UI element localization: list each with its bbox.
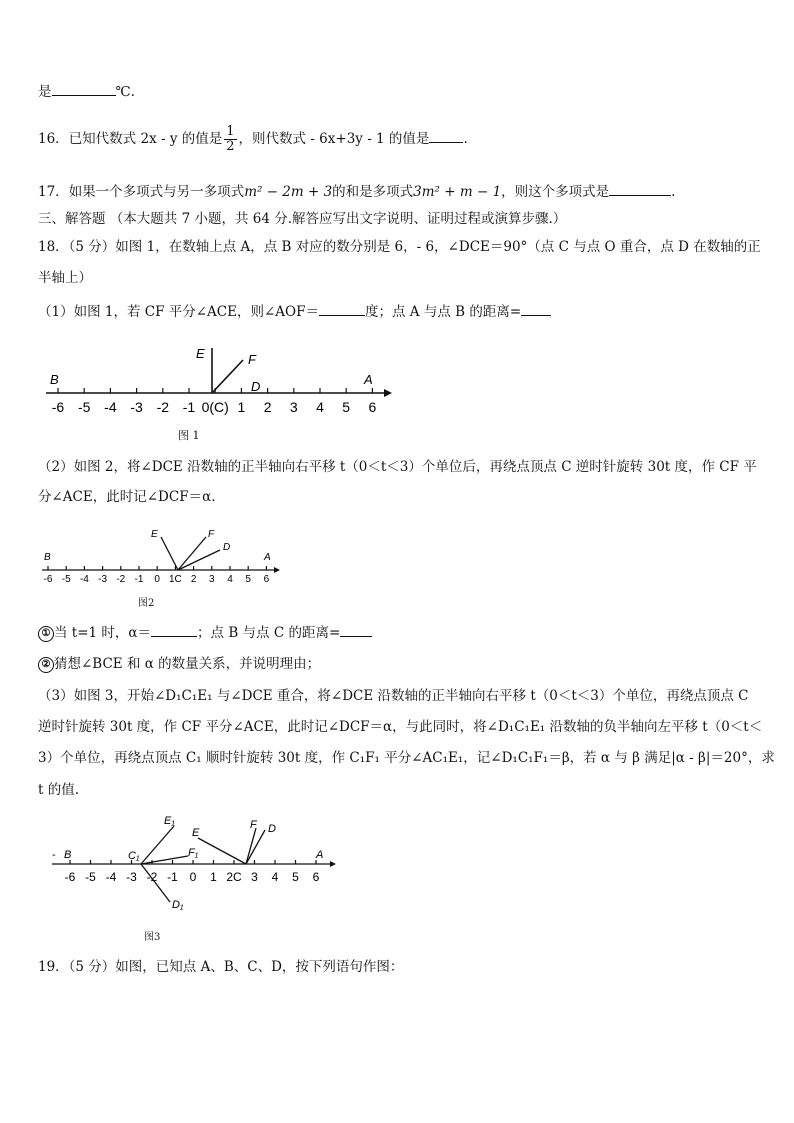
tick-label: 6 <box>368 399 377 415</box>
ray-cd <box>246 830 265 864</box>
fraction-numerator: 1 <box>226 124 235 139</box>
answer-blank[interactable] <box>340 623 372 637</box>
q18-line2: 半轴上） <box>38 270 92 286</box>
axis-arrow <box>384 389 392 397</box>
tick-label: 1 <box>210 870 217 884</box>
ray-cf <box>246 828 256 864</box>
q15-suffix: ℃. <box>115 84 135 100</box>
label-d1: D₁ <box>172 899 184 911</box>
q16-text-2: ，则代数式 - 6x+3y - 1 的值是 <box>238 131 430 147</box>
section-heading: 三、解答题 （本大题共 7 小题，共 64 分.解答应写出文字说明、证明过程或演算步骤.） <box>38 211 567 227</box>
part1-text: （1）如图 1，若 CF 平分∠ACE，则∠AOF＝ <box>38 304 319 320</box>
ray-ce <box>161 537 178 570</box>
tick-label: 2C <box>226 870 242 884</box>
answer-blank[interactable] <box>521 302 551 316</box>
fraction-denominator: 2 <box>226 139 235 154</box>
tick-label: 0 <box>154 574 160 584</box>
circled-number-1: ① <box>38 626 54 642</box>
label-a: A <box>264 552 271 563</box>
answer-blank[interactable] <box>319 302 365 316</box>
tick-label: -2 <box>116 574 126 584</box>
tick-label: 4 <box>227 574 233 584</box>
question-17 <box>38 182 756 201</box>
q17-text-2: 的和是多项式 <box>332 184 414 200</box>
figure-3-number-line <box>52 812 352 920</box>
tick-label: -5 <box>85 870 96 884</box>
tick-label: -5 <box>77 399 91 415</box>
tick-label: 0(C) <box>201 399 229 415</box>
tick-label: 3 <box>289 399 298 415</box>
tick-label: -2 <box>146 870 158 884</box>
label-d: D <box>223 542 231 553</box>
circled-number-2: ② <box>38 657 54 673</box>
label-d: D <box>268 823 276 835</box>
tick-label: -1 <box>182 399 196 415</box>
q18-part3-line4: t 的值. <box>38 782 80 798</box>
q15-tail <box>38 82 756 101</box>
tick-label: 3 <box>251 870 258 884</box>
tick-label: -6 <box>51 399 65 415</box>
polynomial-2: 3m² + m − 1 <box>413 184 502 200</box>
q17-end: . <box>671 184 676 200</box>
figure-1-number-line <box>38 340 398 420</box>
label-f1: F₁ <box>188 847 199 859</box>
label-e: E <box>151 529 158 540</box>
question-16 <box>38 124 756 154</box>
tick-label: 2 <box>263 399 272 415</box>
q18-line1: 18．（5 分）如图 1，在数轴上点 A，点 B 对应的数分别是 6，- 6，∠DCE＝90°（点 C 与点 O 重合，点 D 在数轴的正 <box>38 239 761 255</box>
tick-label: 6 <box>312 870 320 884</box>
label-b: B <box>64 849 72 861</box>
sub1-text-2: ；点 B 与点 C 的距离= <box>197 625 341 641</box>
label-b: B <box>44 552 51 563</box>
tick-label: 5 <box>342 399 351 415</box>
figure-2-caption: 图2 <box>138 598 155 609</box>
ray-c1f1 <box>141 856 188 864</box>
tick-label: 4 <box>316 399 324 415</box>
label-f: F <box>248 352 256 367</box>
tick-label: 3 <box>209 574 215 584</box>
label-e1: E₁ <box>164 815 175 827</box>
label-d: D <box>251 379 261 394</box>
tick-label: -5 <box>61 574 71 584</box>
q18-part2-line2: 分∠ACE，此时记∠DCF＝α. <box>38 489 216 505</box>
question-number: 16． <box>38 131 69 147</box>
answer-blank[interactable] <box>609 182 671 196</box>
ray-cf <box>178 537 206 570</box>
q18-part2-line1: （2）如图 2，将∠DCE 沿数轴的正半轴向右平移 t（0＜t＜3）个单位后，再绕点顶点 C 逆时针旋转 30t 度，作 CF 平 <box>38 459 757 475</box>
figure-2-number-line <box>38 522 288 584</box>
q18-sub1 <box>38 623 756 642</box>
sub2-text: 猜想∠BCE 和 α 的数量关系，并说明理由； <box>54 656 321 672</box>
ray-c1e1 <box>141 826 174 864</box>
tick-label: 2 <box>190 574 197 584</box>
answer-blank[interactable] <box>52 82 116 96</box>
answer-blank[interactable] <box>429 129 463 143</box>
label-a: A <box>364 372 373 387</box>
tick-label: 4 <box>271 870 279 884</box>
part1-text-2: 度；点 A 与点 B 的距离= <box>365 304 522 320</box>
q16-text: 已知代数式 2x - y 的值是 <box>68 131 223 147</box>
question-19: 19．（5 分）如图，已知点 A、B、C、D，按下列语句作图： <box>38 959 404 975</box>
tick-label: -4 <box>105 870 117 884</box>
figure-3-caption: 图3 <box>144 932 161 943</box>
label-a: A <box>316 849 324 861</box>
q16-end: . <box>463 131 468 147</box>
tick-label: -1 <box>134 574 144 584</box>
label-e: E <box>196 346 205 361</box>
tick-label: 6 <box>263 574 270 584</box>
q18-part1 <box>38 302 756 321</box>
label-c1: C₁ <box>128 850 140 862</box>
figure-1-caption: 图 1 <box>178 429 200 442</box>
q18-part3-line2: 逆时针旋转 30t 度，作 CF 平分∠ACE，此时记∠DCF＝α，与此同时，将∠D₁C₁E₁ 沿数轴的负半轴向左平移 t（0＜t＜ <box>38 719 763 735</box>
axis-arrow <box>274 567 280 573</box>
tick-label: -4 <box>79 574 89 584</box>
sub1-text: 当 t=1 时，α＝ <box>54 625 152 641</box>
ray-ce <box>198 838 246 864</box>
label-e: E <box>192 827 200 839</box>
label-f: F <box>208 529 215 540</box>
tick-label: -3 <box>130 399 143 415</box>
dash-mark: - <box>52 849 56 861</box>
q15-prefix: 是 <box>38 84 52 100</box>
polynomial-1: m² − 2m + 3 <box>244 184 333 200</box>
tick-label: -3 <box>98 574 108 584</box>
q17-text-3: ，则这个多项式是 <box>501 184 610 200</box>
tick-label: 0 <box>189 870 197 884</box>
tick-label: -6 <box>64 870 76 884</box>
q18-part3-line3: 3）个单位，再绕点顶点 C₁ 顺时针旋转 30t 度，作 C₁F₁ 平分∠AC₁E₁，记∠D₁C₁F₁＝β，若 α 与 β 满足|α - β|＝20°，求 <box>38 750 775 766</box>
tick-label: 5 <box>245 574 251 584</box>
tick-label: 1C <box>169 574 182 584</box>
axis-arrow <box>330 861 336 867</box>
tick-label: -2 <box>156 399 170 415</box>
q17-text: 如果一个多项式与另一多项式 <box>68 184 245 200</box>
tick-label: 5 <box>292 870 299 884</box>
tick-label: -3 <box>126 870 137 884</box>
question-number: 17． <box>38 184 69 200</box>
label-f: F <box>250 819 257 831</box>
label-b: B <box>50 372 59 387</box>
tick-label: -6 <box>43 574 53 584</box>
tick-label: -4 <box>104 399 117 415</box>
answer-blank[interactable] <box>151 623 197 637</box>
fraction <box>224 125 236 154</box>
ray-cf <box>212 360 243 393</box>
tick-label: 1 <box>237 399 246 415</box>
ray-cd <box>178 550 220 570</box>
tick-label: -1 <box>167 870 178 884</box>
q18-sub2 <box>38 655 756 673</box>
q18-part3-line1: （3）如图 3，开始∠D₁C₁E₁ 与∠DCE 重合，将∠DCE 沿数轴的正半轴向右平移 t（0＜t＜3）个单位，再绕点顶点 C <box>38 688 749 704</box>
